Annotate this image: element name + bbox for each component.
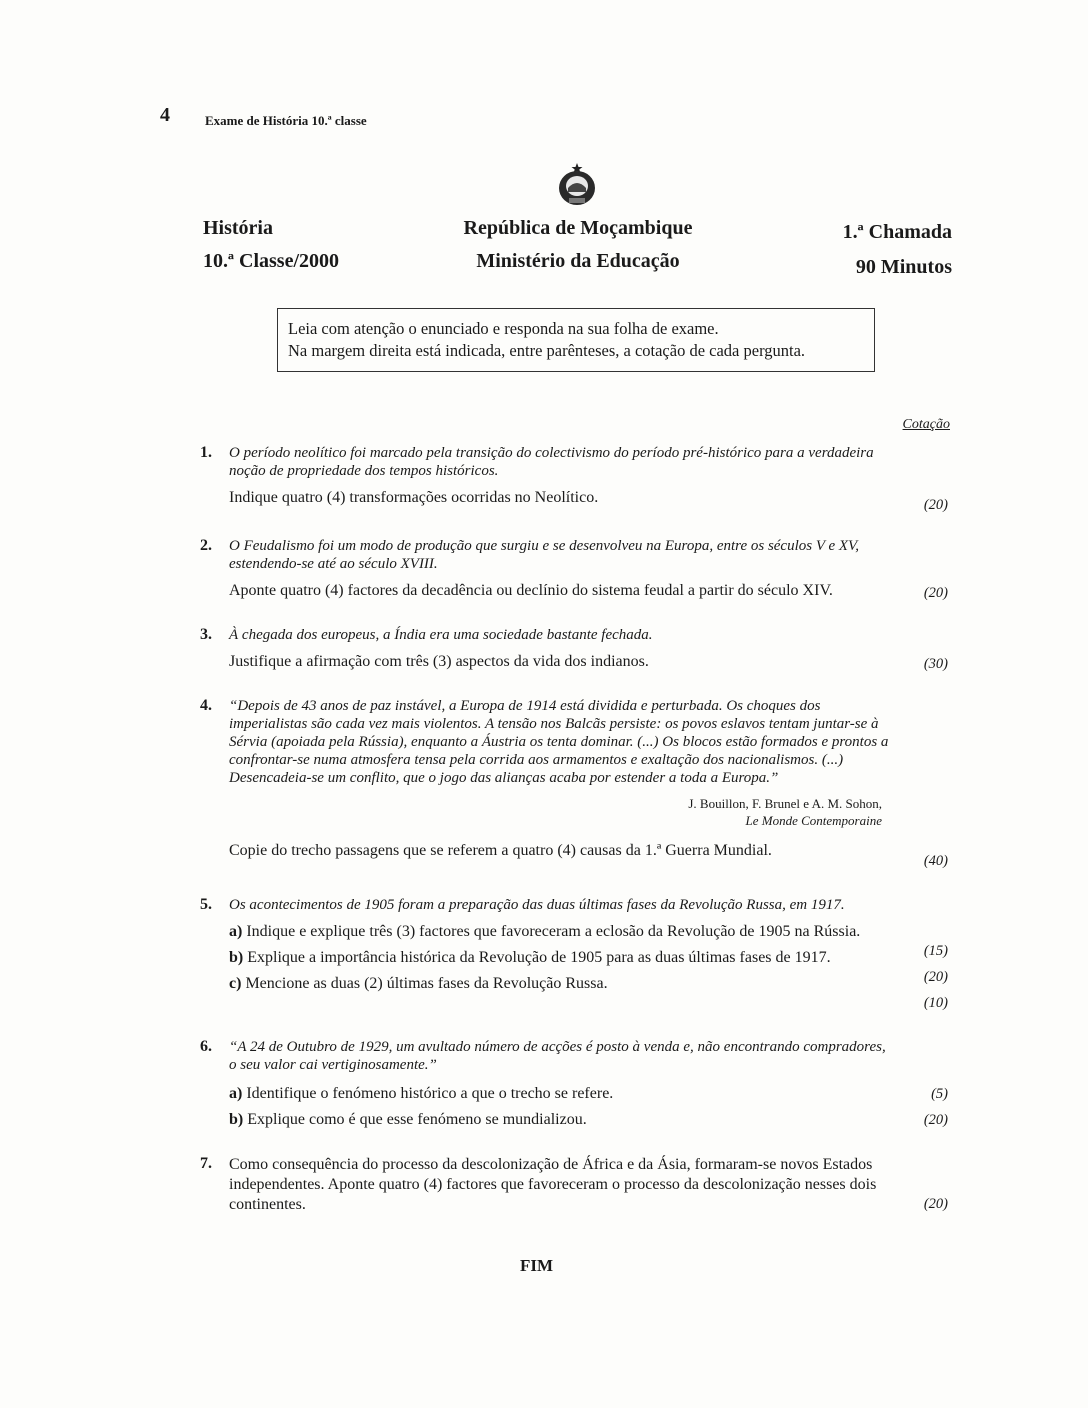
question-score: (10) [923, 995, 948, 1011]
instruction-line: Leia com atenção o enunciado e responda na sua folha de exame. [288, 319, 719, 338]
grade-year: 10.ª Classe/2000 [203, 250, 339, 272]
question-1 [200, 444, 960, 513]
question-prompt: À chegada dos europeus, a Índia era uma sociedade bastante fechada. [229, 627, 653, 643]
sub-question-b [229, 1110, 889, 1130]
country-name: República de Moçambique [463, 217, 693, 239]
question-quote: “A 24 de Outubro de 1929, um avultado número de acções é posto à venda e, não encontrando compradores, o seu valor cai vertiginosamente.” [229, 1039, 886, 1073]
page-number: 4 [160, 104, 170, 126]
question-number: 7. [200, 1155, 212, 1172]
sub-text: Identifique o fenómeno histórico a que o trecho se refere. [246, 1085, 614, 1102]
sub-text: Indique e explique três (3) factores que favoreceram a eclosão da Revolução de 1905 na Rússia. [246, 923, 861, 940]
sub-question-b [229, 948, 889, 968]
sub-question-a [229, 922, 889, 942]
question-3 [200, 626, 960, 672]
question-score: (20) [923, 1196, 948, 1212]
sub-text: Explique como é que esse fenómeno se mundializou. [247, 1111, 587, 1128]
cotacao-column-label: Cotação [902, 417, 950, 432]
sub-letter: a) [229, 1085, 243, 1102]
question-6 [200, 1038, 960, 1130]
question-2 [200, 537, 960, 601]
question-score: (20) [923, 1112, 948, 1128]
question-task: Justifique a afirmação com três (3) aspectos da vida dos indianos. [229, 653, 649, 670]
sub-question-c [229, 974, 889, 994]
question-prompt: Os acontecimentos de 1905 foram a preparação das duas últimas fases da Revolução Russa, em 1917. [229, 897, 845, 913]
question-score: (20) [923, 969, 948, 985]
question-score: (15) [923, 943, 948, 959]
end-marker: FIM [520, 1256, 554, 1275]
question-quote: “Depois de 43 anos de paz instável, a Europa de 1914 está dividida e perturbada. Os choques dos imperialistas são cada vez mais violentos. A tensão nos Balcãs persiste: os povos eslavos tentam juntar-se à Sérvia (apoiada pela Rússia), enquanto a Áustria os tenta dominar. (...) Os blocos estão formados e prontos a confrontar-se numa atmosfera tensa pela corrida aos armamentos e exaltação dos nacionalismos. (...) Desencadeia-se um conflito, que o jogo das alianças acaba por estender a toda a Europa.” [229, 698, 889, 786]
exam-session: 1.ª Chamada [842, 221, 952, 243]
sub-letter: c) [229, 975, 242, 992]
question-number: 2. [200, 537, 212, 554]
question-number: 5. [200, 896, 212, 913]
source-book: Le Monde Contemporaine [745, 813, 882, 828]
question-task: Como consequência do processo da descolonização de África e da Ásia, formaram-se novos Estados independentes. Aponte quatro (4) factores que favoreceram o processo da descolonização nesses dois continentes. [229, 1156, 877, 1213]
sub-text: Explique a importância histórica da Revolução de 1905 para as duas últimas fases de 1917. [247, 949, 831, 966]
question-score: (40) [923, 853, 948, 869]
question-task: Copie do trecho passagens que se referem a quatro (4) causas da 1.ª Guerra Mundial. [229, 842, 772, 859]
question-score: (20) [923, 497, 948, 513]
question-task: Indique quatro (4) transformações ocorridas no Neolítico. [229, 489, 599, 506]
mozambique-coat-of-arms-icon [555, 162, 599, 208]
sub-letter: b) [229, 1111, 244, 1128]
sub-letter: a) [229, 923, 243, 940]
sub-text: Mencione as duas (2) últimas fases da Revolução Russa. [245, 975, 608, 992]
question-number: 4. [200, 697, 212, 714]
instruction-line: Na margem direita está indicada, entre parênteses, a cotação de cada pergunta. [288, 341, 806, 360]
quote-source [229, 795, 882, 829]
exam-duration: 90 Minutos [855, 256, 952, 278]
question-prompt: O Feudalismo foi um modo de produção que surgiu e se desenvolveu na Europa, entre os séculos V e XV, estendendo-se até ao século XVIII. [229, 538, 860, 572]
question-4 [200, 697, 960, 869]
instructions-box [277, 308, 875, 372]
question-score: (30) [923, 656, 948, 672]
source-authors: J. Bouillon, F. Brunel e A. M. Sohon, [688, 796, 882, 811]
question-task: Aponte quatro (4) factores da decadência ou declínio do sistema feudal a partir do século XIV. [229, 582, 833, 599]
question-score: (20) [923, 585, 948, 601]
question-number: 3. [200, 626, 212, 643]
question-score: (5) [931, 1086, 948, 1102]
question-number: 6. [200, 1038, 212, 1055]
ministry-name: Ministério da Educação [476, 250, 680, 272]
question-5 [200, 896, 960, 1011]
question-prompt: O período neolítico foi marcado pela transição do colectivismo do período pré-histórico para a verdadeira noção de propriedade dos tempos históricos. [229, 445, 874, 479]
running-head: Exame de História 10.ª classe [205, 113, 367, 128]
sub-question-a [229, 1084, 889, 1104]
question-7 [200, 1155, 960, 1215]
sub-letter: b) [229, 949, 244, 966]
subject-title: História [203, 217, 273, 239]
question-number: 1. [200, 444, 212, 461]
